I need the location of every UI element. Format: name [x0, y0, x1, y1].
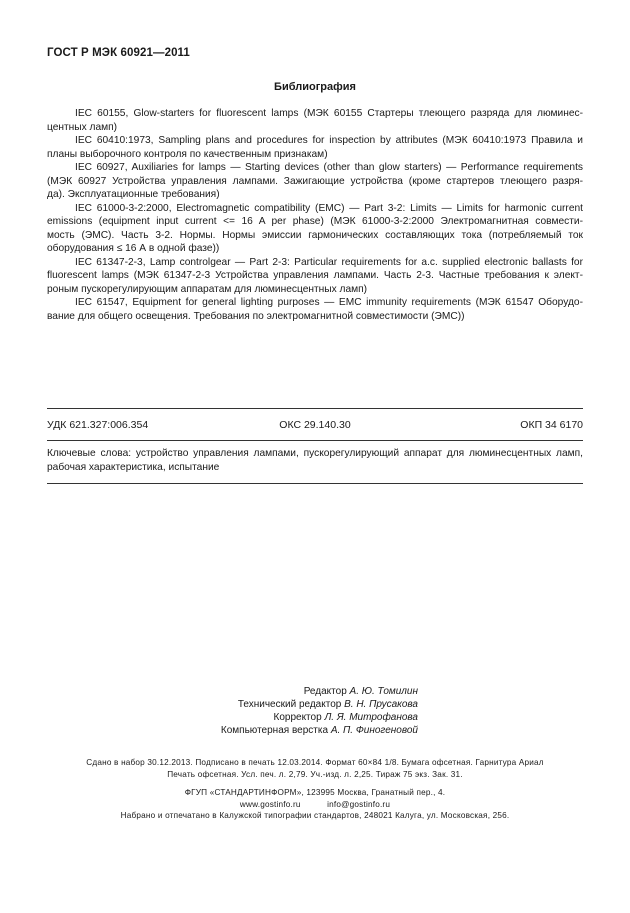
print-info: [47, 757, 583, 780]
credit-role: Редактор: [303, 686, 347, 697]
bibliography-line: IEC 61347-2-3, Lamp controlgear — Part 2-3: Particular requirements for a.c. supplied electronic ballasts for: [75, 256, 583, 268]
bibliography-entry: [47, 107, 583, 134]
bibliography-line: планы выборочного контроля по качественным признакам): [47, 148, 328, 160]
keywords: [47, 447, 583, 474]
bibliography-line: IEC 61547, Equipment for general lighting purposes — EMC immunity requirements (МЭК 61547 Оборудо-: [75, 297, 583, 308]
publisher-address: ФГУП «СТАНДАРТИНФОРМ», 123995 Москва, Гранатный пер., 4.: [184, 788, 446, 797]
bibliography-entry: [47, 202, 583, 256]
divider-bottom: [47, 483, 583, 484]
okp-code: ОКП 34 6170: [520, 419, 583, 431]
bibliography-line: IEC 60410:1973, Sampling plans and procedures for inspection by attributes (МЭК 60410:1973 Правила и: [75, 135, 583, 146]
bibliography-line: оборудования ≤ 16 А в одной фазе)): [47, 243, 220, 254]
publisher-info: [47, 787, 583, 822]
bibliography-line: мость (ЭМС). Часть 3-2. Нормы. Нормы эмиссии гармонических составляющих тока (потребляемый ток: [47, 229, 583, 241]
print-info-line: Печать офсетная. Усл. печ. л. 2,79. Уч.-изд. л. 2,25. Тираж 75 экз. Зак. 31.: [167, 769, 463, 779]
credit-name: А. Ю. Томилин: [349, 686, 418, 697]
credit-row: [218, 711, 418, 724]
bibliography-entry: [47, 161, 583, 202]
bibliography-line: центных ламп): [47, 121, 118, 133]
credit-role: Компьютерная верстка: [220, 725, 329, 736]
credit-name: А. П. Финогеновой: [330, 725, 418, 736]
bibliography-title: Библиография: [274, 81, 356, 93]
bibliography-line: emissions (equipment input current <= 16 A per phase) (МЭК 61000-3-2:2000 Электромагнитная совмести-: [47, 216, 583, 227]
classification-codes: [47, 419, 583, 433]
bibliography-line: IEC 61000-3-2:2000, Electromagnetic compatibility (EMC) — Part 3-2: Limits — Limits for harmonic current: [75, 202, 583, 214]
editorial-credits: [218, 685, 418, 737]
credit-row: [218, 698, 418, 711]
divider-middle: [47, 440, 583, 441]
bibliography-entry: [47, 296, 583, 323]
publisher-website[interactable]: www.gostinfo.ru: [239, 799, 301, 809]
credit-role: Технический редактор: [237, 699, 342, 710]
oks-code: ОКС 29.140.30: [279, 419, 351, 431]
keywords-line: Ключевые слова: устройство управления лампами, пускорегулирующий аппарат для люминесцентных ламп,: [47, 448, 583, 459]
publisher-contacts: [47, 799, 583, 811]
bibliography-line: (МЭК 60927 Устройства управления лампами. Зажигающие устройства (кроме стартеров тлеющего разря-: [47, 175, 583, 187]
bibliography-entry: [47, 256, 583, 297]
bibliography-line: IEC 60927, Auxiliaries for lamps — Starting devices (other than glow starters) — Performance requirements: [75, 162, 583, 173]
bibliography-entry: [47, 134, 583, 161]
credit-row: [218, 724, 418, 737]
standard-code-header: ГОСТ Р МЭК 60921—2011: [47, 47, 190, 59]
print-info-line: Сдано в набор 30.12.2013. Подписано в печать 12.03.2014. Формат 60×84 1/8. Бумага офсетная. Гарнитура Ариал: [86, 758, 544, 767]
udk-code: УДК 621.327:006.354: [47, 419, 149, 431]
credit-name: В. Н. Прусакова: [344, 699, 418, 710]
bibliography-line: роным пускорегулирующим аппаратам для люминесцентных ламп): [47, 283, 368, 295]
bibliography-line: fluorescent lamps (МЭК 61347-2-3 Устройства управления лампами. Часть 2-3. Частные требования к элект-: [47, 270, 583, 281]
credit-row: [218, 685, 418, 698]
printing-house: Набрано и отпечатано в Калужской типографии стандартов, 248021 Калуга, ул. Московская, 256.: [120, 811, 510, 820]
credit-name: Л. Я. Митрофанова: [324, 712, 418, 723]
publisher-email[interactable]: info@gostinfo.ru: [327, 799, 391, 809]
keywords-line: рабочая характеристика, испытание: [47, 461, 220, 473]
bibliography-list: [47, 107, 583, 323]
bibliography-line: вание для общего освещения. Требования по электромагнитной совместимости (ЭМС)): [47, 310, 465, 322]
bibliography-line: IEC 60155, Glow-starters for fluorescent lamps (МЭК 60155 Стартеры тлеющего разряда для люминес-: [75, 108, 583, 119]
credit-role: Корректор: [273, 712, 322, 723]
bibliography-line: да). Эксплуатационные требования): [47, 189, 220, 200]
divider-top: [47, 408, 583, 409]
